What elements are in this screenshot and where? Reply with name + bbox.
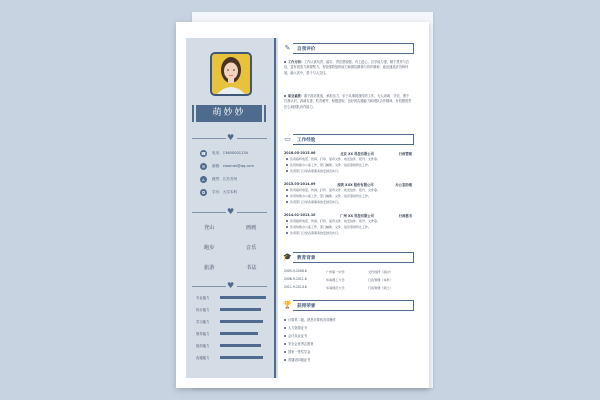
award-item <box>284 341 314 346</box>
edu-school: 广州第一中学 <box>326 270 345 274</box>
contact-value: xiaomei@qq.com <box>222 164 254 168</box>
hobby-item: 书法 <box>246 265 257 271</box>
sidebar-divider-line <box>274 38 276 378</box>
job-period: 2015.03-2014.09 <box>284 182 316 186</box>
job-duty <box>286 188 412 192</box>
self-eval-text: 敢于面对挑战，承担压力，乐于从事挑战性的工作，为人坦诚、守信，勇于自我认识，真诚友善，吃苦耐劳，积极进取，良好的沟通能力和团队合作精神，有较强的责任心和团队协作能力。 <box>284 94 412 109</box>
award-text: 会计从业证书 <box>288 334 308 338</box>
education-row <box>284 269 412 274</box>
section-header-education <box>282 252 414 263</box>
contact-label: 电话： <box>212 150 223 155</box>
bullet-icon <box>284 327 286 329</box>
divider-line <box>237 212 267 213</box>
skill-bar <box>220 344 261 347</box>
job-duty-text: 负责协助办公室工作，部门辅助、文件、信息等的传达工作。 <box>290 225 372 229</box>
bullet-icon <box>284 351 286 353</box>
education-row <box>284 285 412 290</box>
bullet-icon <box>284 343 286 345</box>
award-text: 普通话四级证书 <box>288 358 311 362</box>
skill-label: 组织能力 <box>196 344 210 348</box>
job-company: 北京 XX 科技有限公司 <box>340 152 374 156</box>
bullet-icon <box>286 226 288 228</box>
job-company: 广州 XX 科技有限公司 <box>340 214 374 218</box>
job-duty <box>286 200 412 204</box>
job-duty <box>286 194 412 198</box>
self-eval-label: 职业素质： <box>288 94 304 98</box>
bullet-icon <box>284 95 286 97</box>
contact-value: 江苏苏州 <box>222 176 238 181</box>
job-header <box>284 182 412 187</box>
divider-line <box>192 286 226 287</box>
contact-value: 13600001234 <box>222 151 248 155</box>
job-duty-text: 负责接听电话、传真、打印、复印文件、收发信件、报刊、文件等。 <box>290 219 381 223</box>
award-item <box>284 357 310 362</box>
trophy-icon: 🏆 <box>283 300 292 309</box>
contact-row <box>200 174 237 184</box>
education-row <box>284 277 412 282</box>
bullet-icon <box>286 158 288 160</box>
award-text: 国家一等奖学金 <box>288 350 311 354</box>
contact-label: 邮箱： <box>212 163 223 168</box>
edu-major: 文科选择（高中） <box>368 270 393 274</box>
edu-school: 华南师范大学 <box>326 286 345 290</box>
bullet-icon <box>286 189 288 191</box>
location-icon: ⌂ <box>200 176 207 183</box>
edu-period: 2011.9-2014.6 <box>284 285 307 289</box>
self-eval-paragraph <box>284 60 412 76</box>
section-header-work <box>282 134 414 145</box>
job-role: 行政管理 <box>398 152 412 156</box>
resume-page <box>176 22 429 388</box>
bullet-icon <box>284 335 286 337</box>
edu-period: 2005.9-2008.6 <box>284 269 307 273</box>
job-role: 行政秘书 <box>398 214 412 218</box>
divider-line <box>237 286 267 287</box>
award-text: 安全会优秀志愿者 <box>288 342 314 346</box>
edu-period: 2008.9-2011.6 <box>284 277 307 281</box>
contact-row <box>200 148 248 158</box>
skill-label: 沟通能力 <box>196 356 210 360</box>
award-item <box>284 325 307 330</box>
bullet-icon <box>286 164 288 166</box>
bullet-icon <box>284 61 286 63</box>
job-duty-text: 负责接听电话、传真、打印、复印文件、收发信件、报刊、文件等。 <box>290 157 381 161</box>
job-duty <box>286 225 412 229</box>
contact-row <box>200 187 237 197</box>
job-duty-text: 负责部门日常各项事务的安排及执行。 <box>290 200 342 204</box>
hobby-item: 登山 <box>204 225 215 231</box>
job-duty-text: 负责协助办公室工作，部门辅助、文件、信息等的传达工作。 <box>290 163 372 167</box>
job-role: 办公室助理 <box>395 183 412 187</box>
section-title: 工作经验 <box>297 137 316 143</box>
self-eval-paragraph <box>284 94 412 110</box>
bullet-icon <box>284 359 286 361</box>
skill-label: 领导能力 <box>196 332 210 336</box>
hobby-item: 音乐 <box>246 245 257 251</box>
hobby-item: 画画 <box>246 225 257 231</box>
job-header <box>284 151 412 156</box>
job-header <box>284 213 412 218</box>
edu-major: 行政管理（硕士） <box>368 286 393 290</box>
skill-bar <box>220 296 266 299</box>
name-tab-right <box>264 105 266 122</box>
job-duty <box>286 169 412 173</box>
bullet-icon <box>286 220 288 222</box>
profile-photo <box>210 52 252 96</box>
bullet-icon <box>286 201 288 203</box>
edit-icon: ✎ <box>282 43 293 54</box>
profile-name: 萌妙妙 <box>196 105 262 122</box>
skill-bar <box>220 356 263 359</box>
award-item <box>284 349 310 354</box>
award-item <box>284 333 307 338</box>
skill-bar <box>220 320 263 323</box>
divider-line <box>192 138 226 139</box>
job-duty-text: 负责部门日常各项事务的安排及执行。 <box>290 169 342 173</box>
skill-label: 专业能力 <box>196 296 210 300</box>
skill-bar <box>220 308 261 311</box>
section-title: 获得荣誉 <box>297 303 316 309</box>
section-title: 自我评价 <box>297 46 316 52</box>
edu-major: 行政管理（本科） <box>368 278 393 282</box>
self-eval-label: 工作方面： <box>288 60 304 64</box>
education-icon: ✪ <box>201 189 206 195</box>
contact-row <box>200 161 254 171</box>
section-header-self-eval <box>282 43 414 54</box>
job-period: 2014.01-2013.10 <box>284 213 316 217</box>
contact-value: 大学本科 <box>222 189 238 194</box>
divider-line <box>192 212 226 213</box>
bullet-icon <box>286 232 288 234</box>
award-text: 人力资源证书 <box>288 326 308 330</box>
bullet-icon <box>286 195 288 197</box>
hobby-item: 跑步 <box>204 245 215 251</box>
phone-icon: ☎ <box>201 150 206 156</box>
contact-label: 学历： <box>212 189 223 194</box>
email-icon: ✉ <box>201 163 206 169</box>
award-item <box>284 317 336 322</box>
job-period: 2016.05-2015.06 <box>284 151 316 155</box>
monitor-icon: ▭ <box>282 134 293 145</box>
graduation-cap-icon: 🎓 <box>283 252 292 261</box>
bullet-icon <box>286 170 288 172</box>
heart-icon: ♥ <box>227 207 235 216</box>
hobby-item: 旅游 <box>204 265 215 271</box>
skill-label: 执行能力 <box>196 308 210 312</box>
edu-school: 华南理工大学 <box>326 278 345 282</box>
skill-bar <box>220 332 258 335</box>
job-company: 深圳 XXX 股份有限公司 <box>337 183 374 187</box>
skill-label: 学习能力 <box>196 320 210 324</box>
contact-label: 籍贯： <box>212 176 223 181</box>
section-header-awards <box>282 300 414 311</box>
award-text: 计算机二级，熟悉计算机各项操作 <box>288 318 336 322</box>
job-duty <box>286 157 412 161</box>
divider-line <box>237 138 267 139</box>
bullet-icon <box>284 319 286 321</box>
self-eval-text: 工作认真负责、踏实、责任感较强，有上进心，自学能力强，勤于思考与总结，富有创造力和观察力，有较强的组织能力和团队精神与协作精神，能迅速适应各种环境，融入其中，善于与人交往。 <box>284 60 410 75</box>
section-title: 教育背景 <box>297 255 316 261</box>
job-duty <box>286 163 412 167</box>
name-tab-left <box>192 105 194 122</box>
heart-icon: ♥ <box>227 281 235 290</box>
job-duty <box>286 231 412 235</box>
job-duty <box>286 219 412 223</box>
heart-icon: ♥ <box>227 133 235 142</box>
job-duty-text: 负责部门日常各项事务的安排及执行。 <box>290 231 342 235</box>
job-duty-text: 负责接听电话、传真、打印、复印文件、收发信件、报刊、文件等。 <box>290 188 381 192</box>
job-duty-text: 负责协助办公室工作，部门辅助、文件、信息等的传达工作。 <box>290 194 372 198</box>
